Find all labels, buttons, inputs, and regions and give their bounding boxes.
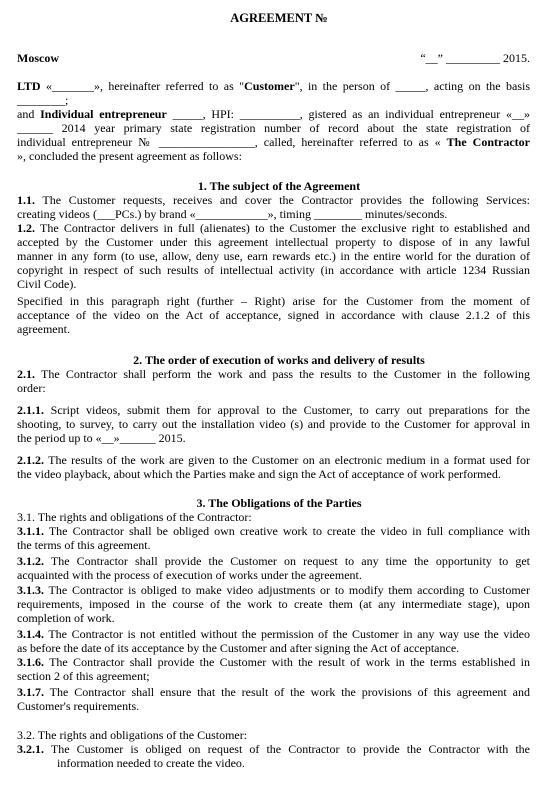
preamble-text: «_______», hereinafter referred to as " bbox=[40, 79, 245, 93]
clause-1-2-cont: Civil Code). bbox=[17, 277, 77, 291]
preamble-text: individual entrepreneur № ________________, called, hereinafter referred to as « bbox=[17, 135, 447, 149]
clause-2-1-1 bbox=[17, 403, 530, 417]
clause-number: 1.1. bbox=[17, 193, 35, 207]
clause-3-2-1 bbox=[17, 742, 530, 756]
clause-1-1-cont: creating videos (___PCs.) by brand «____________», timing ________ minutes/seconds. bbox=[17, 207, 448, 221]
clause-3-1-3 bbox=[17, 583, 530, 597]
clause-3-1-4 bbox=[17, 627, 530, 641]
clause-3-1-1 bbox=[17, 524, 530, 538]
clause-2-1-1-cont: shooting, to survey, to carry out the installation video (s) and provide to the Customer for approval in bbox=[17, 417, 530, 431]
clause-number: 1.2. bbox=[17, 221, 35, 235]
clause-text: The Contractor shall ensure that the result of the work the provisions of this agreement and bbox=[44, 685, 530, 699]
clause-number: 3.1.6. bbox=[17, 655, 44, 669]
clause-1-2 bbox=[17, 221, 530, 235]
section-1-heading: 1. The subject of the Agreement bbox=[197, 179, 361, 193]
customer-term: Customer bbox=[244, 79, 295, 93]
clause-1-3-cont: agreement. bbox=[17, 322, 70, 336]
clause-3-1-2-cont: acquainted with the process of execution of works under the agreement. bbox=[17, 568, 362, 582]
clause-text: The results of the work are given to the Customer on an electronic medium in a format used for bbox=[44, 453, 530, 467]
clause-2-1-2-cont: the video playback, about which the Parties make and sign the Act of acceptance of work performed. bbox=[17, 467, 501, 481]
clause-number: 3.1.3. bbox=[17, 583, 44, 597]
preamble-line-6: », concluded the present agreement as follows: bbox=[17, 149, 242, 163]
clause-number: 2.1.2. bbox=[17, 453, 44, 467]
clause-text: The Contractor shall provide the Customer on request to any time the opportunity to get bbox=[44, 554, 530, 568]
clause-1-2-cont: accepted by the Customer under this agreement intellectual property to dispose of in any lawful bbox=[17, 235, 530, 249]
clause-2-1-cont: order: bbox=[17, 381, 46, 395]
clause-text: The Contractor shall provide the Customer with the result of work in the terms established in bbox=[44, 655, 530, 669]
clause-text: The Contractor shall perform the work and pass the results to the Customer in the following bbox=[35, 367, 530, 381]
clause-3-1: 3.1. The rights and obligations of the Contractor: bbox=[17, 510, 252, 524]
clause-3-2: 3.2. The rights and obligations of the Customer: bbox=[17, 728, 248, 742]
clause-3-1-3-cont: requirements, imposed in the course of the work to create them (at any intermediate stage), upon bbox=[17, 597, 530, 611]
city: Moscow bbox=[17, 51, 59, 65]
clause-1-3-cont: acceptance of the video on the Act of acceptance, signed in accordance with clause 2.1.2 of this bbox=[17, 308, 530, 322]
clause-3-1-2 bbox=[17, 554, 530, 568]
clause-2-1 bbox=[17, 367, 530, 381]
clause-text: The Customer requests, receives and cover the Contractor provides the following Services: bbox=[35, 193, 530, 207]
section-2-heading: 2. The order of execution of works and delivery of results bbox=[133, 353, 425, 367]
clause-3-1-7 bbox=[17, 685, 530, 699]
contractor-term: The Contractor bbox=[446, 135, 530, 149]
clause-number: 2.1.1. bbox=[17, 403, 44, 417]
clause-3-1-6-cont: section 2 of this agreement; bbox=[17, 669, 150, 683]
clause-3-1-1-cont: the terms of this agreement. bbox=[17, 538, 151, 552]
clause-number: 2.1. bbox=[17, 367, 35, 381]
clause-number: 3.1.4. bbox=[17, 627, 44, 641]
clause-number: 3.2.1. bbox=[17, 742, 44, 756]
preamble-line-1 bbox=[17, 79, 530, 93]
clause-3-1-7-cont: Customer's requirements. bbox=[17, 699, 140, 713]
clause-1-2-cont: manner in any form (to use, allow, deny use, earn rewards etc.) in the entire world for the duration of bbox=[17, 249, 530, 263]
preamble-text: and bbox=[17, 107, 41, 121]
clause-text: The Contractor is obliged to make video adjustments or to modify them according to Customer bbox=[44, 583, 530, 597]
clause-text: The Customer is obliged on request of the Contractor to provide the Contractor with the bbox=[44, 742, 530, 756]
clause-3-1-6 bbox=[17, 655, 530, 669]
clause-number: 3.1.1. bbox=[17, 524, 44, 538]
clause-3-2-1-cont: information needed to create the video. bbox=[57, 756, 245, 770]
clause-3-1-4-cont: as before the date of its acceptance by the Customer and after signing the Act of acceptance. bbox=[17, 641, 460, 655]
clause-2-1-1-cont: the period up to «__»______ 2015. bbox=[17, 431, 186, 445]
clause-text: The Contractor shall be obliged own creative work to create the video in full compliance with bbox=[44, 524, 530, 538]
clause-1-3: Specified in this paragraph right (further – Right) arise for the Customer from the moment of bbox=[17, 294, 530, 308]
clause-2-1-2 bbox=[17, 453, 530, 467]
clause-1-1 bbox=[17, 193, 530, 207]
clause-text: The Contractor is not entitled without the permission of the Customer in any way use the video bbox=[44, 627, 530, 641]
individual-entrepreneur-term: Individual entrepreneur bbox=[40, 107, 167, 121]
agreement-date: “__” _________ 2015. bbox=[420, 51, 530, 65]
preamble-line-3 bbox=[17, 107, 530, 121]
preamble-text: _____, HPI: __________, gistered as an individual entrepreneur «__» bbox=[166, 107, 530, 121]
document-title: AGREEMENT № bbox=[230, 11, 328, 25]
clause-3-1-3-cont: completion of work. bbox=[17, 611, 115, 625]
ltd-label: LTD bbox=[17, 79, 41, 93]
preamble-line-4: ______ 2014 year primary state registration number of record about the state registration of bbox=[17, 121, 530, 135]
clause-text: The Contractor delivers in full (alienates) to the Customer the exclusive right to established and bbox=[35, 221, 530, 235]
clause-1-2-cont: copyright in respect of such results of intellectual activity (in accordance with article 1234 Russian bbox=[17, 263, 530, 277]
clause-text: Script videos, submit them for approval to the Customer, to carry out preparations for the bbox=[44, 403, 530, 417]
section-3-heading: 3. The Obligations of the Parties bbox=[196, 496, 362, 510]
preamble-line-5 bbox=[17, 135, 530, 149]
clause-number: 3.1.2. bbox=[17, 554, 44, 568]
preamble-text: ", in the person of _____, acting on the basis bbox=[294, 79, 530, 93]
clause-number: 3.1.7. bbox=[17, 685, 44, 699]
preamble-line-2: ________; bbox=[17, 93, 69, 107]
